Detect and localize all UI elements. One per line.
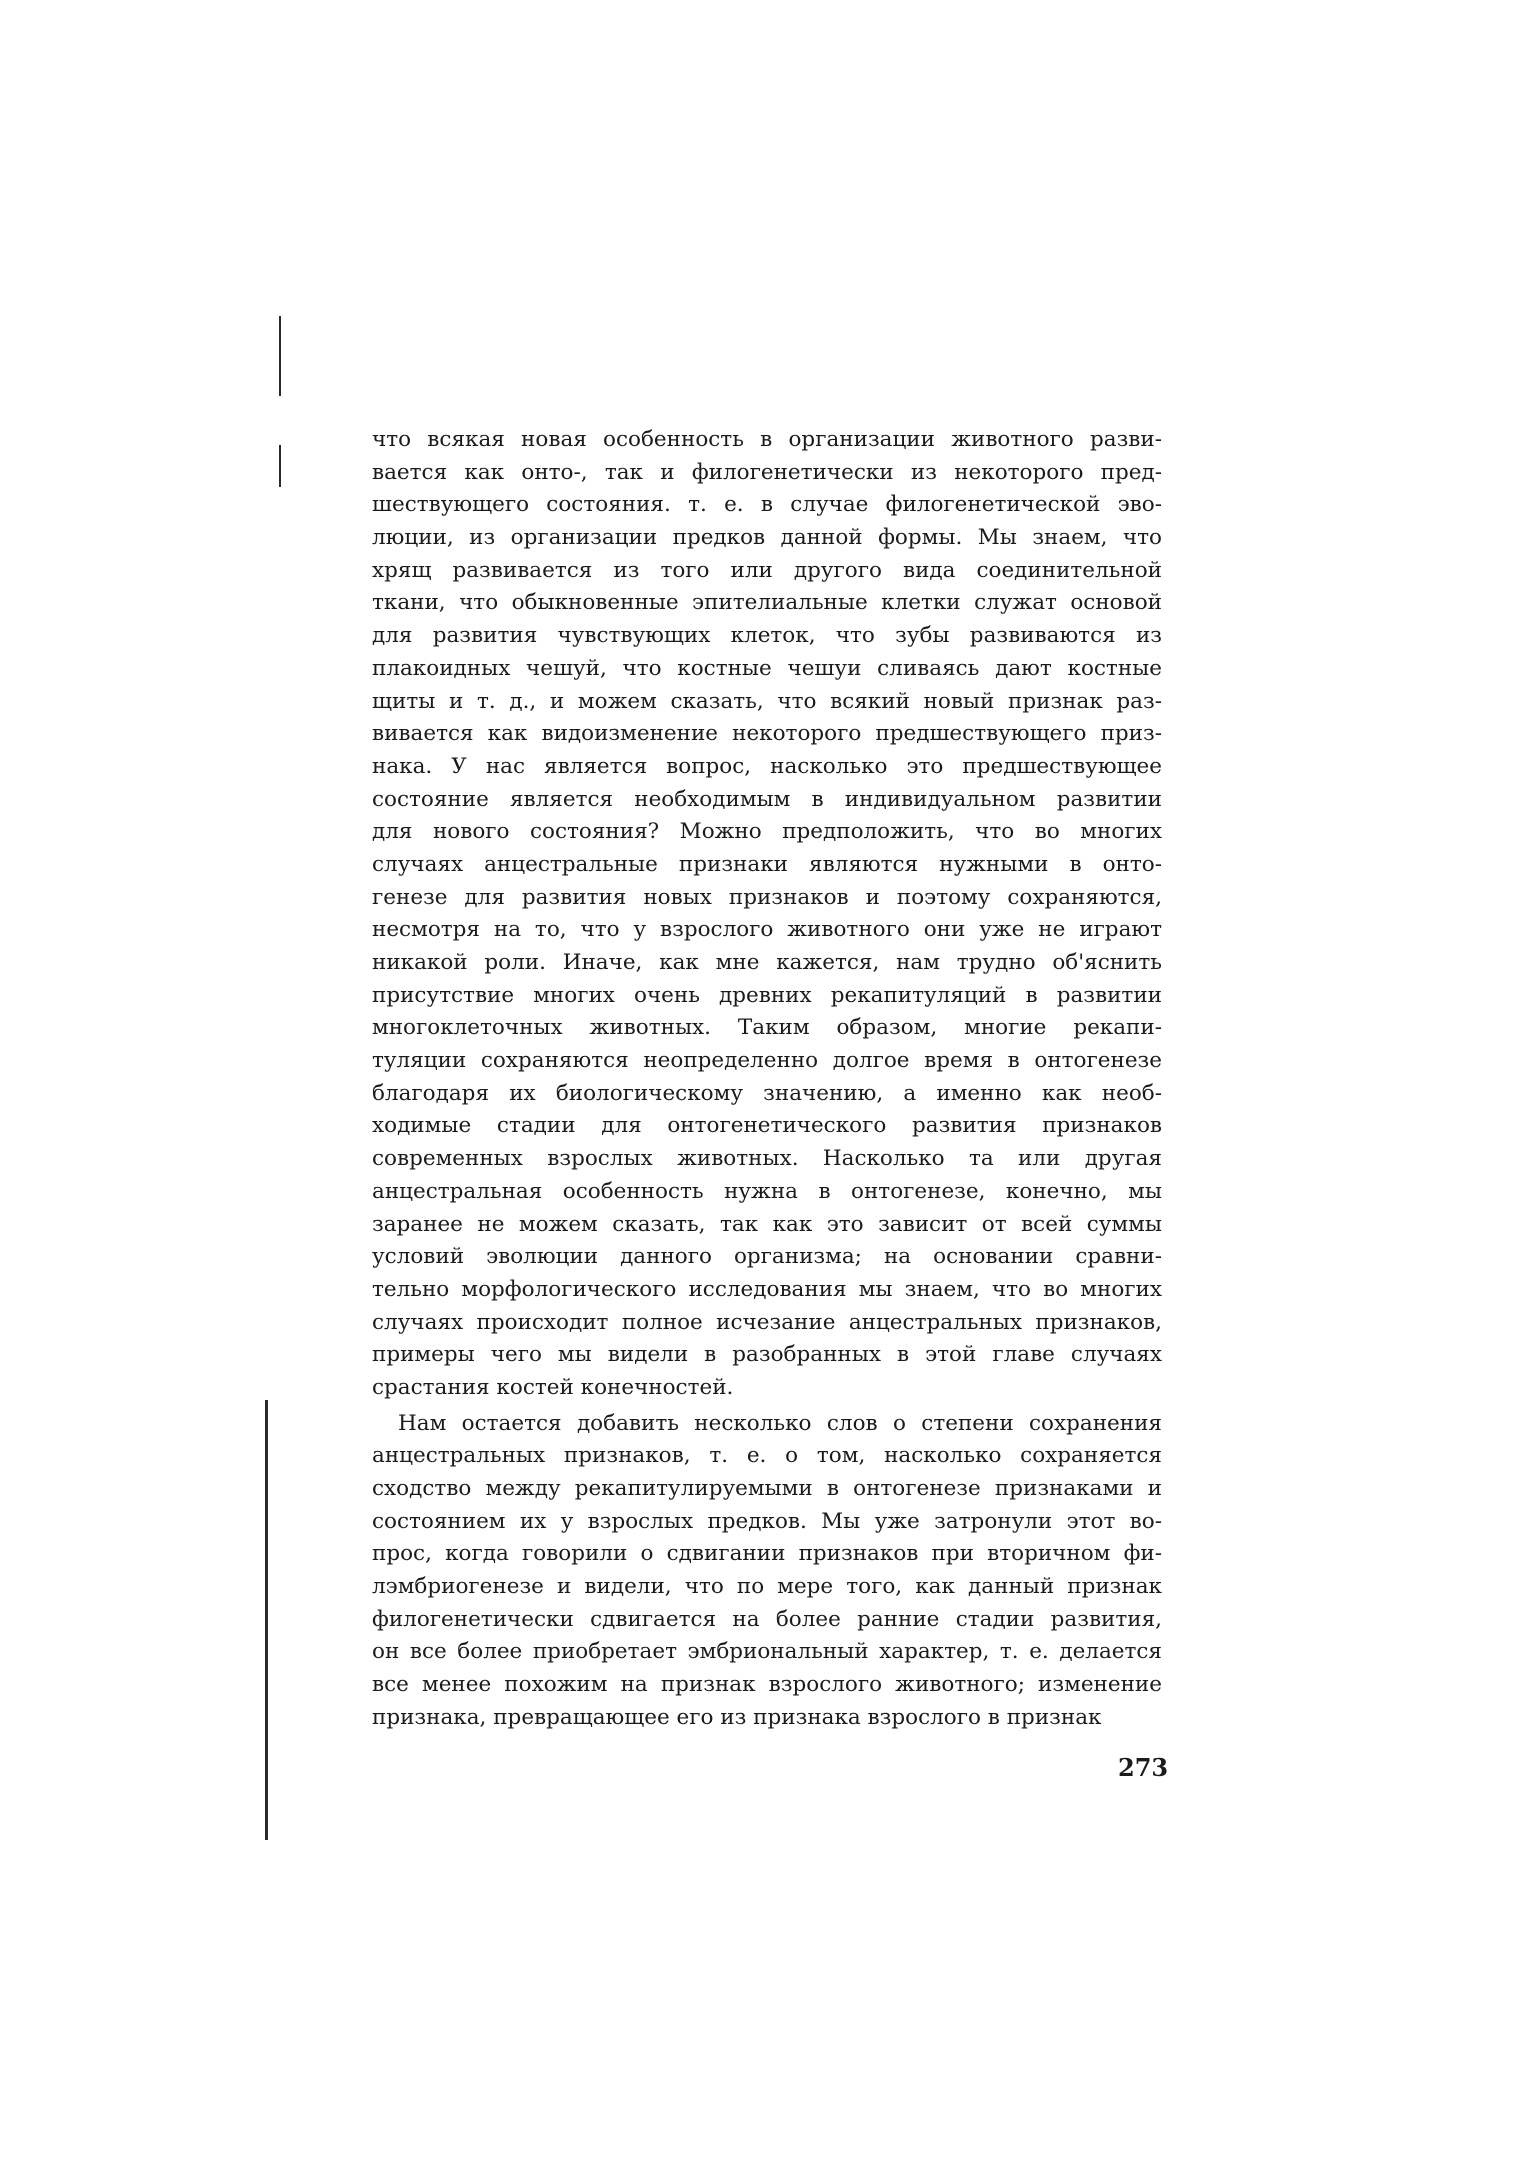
text-line: присутствие многих очень древних рекапитуляций в развитии — [372, 982, 1162, 1008]
text-line: генезе для развития новых признаков и поэтому сохраняются, — [372, 884, 1162, 910]
text-line: признака, превращающее его из признака взрослого в признак — [372, 1704, 1102, 1730]
text-line: для нового состояния? Можно предположить, что во многих — [372, 819, 1162, 845]
page-number: 273 — [1118, 1753, 1169, 1782]
text-line: ткани, что обыкновенные эпителиальные клетки служат основой — [372, 590, 1162, 616]
text-line: условий эволюции данного организма; на основании сравни- — [372, 1244, 1162, 1270]
text-line: благодаря их биологическому значению, а именно как необ- — [372, 1080, 1162, 1106]
text-line: нака. У нас является вопрос, насколько это предшествующее — [372, 753, 1162, 779]
text-line: состояние является необходимым в индивидуальном развитии — [372, 786, 1162, 812]
text-line: хрящ развивается из того или другого вида соединительной — [372, 557, 1162, 583]
text-line: все менее похожим на признак взрослого животного; изменение — [372, 1672, 1162, 1698]
text-line: лэмбриогенезе и видели, что по мере того, как данный признак — [372, 1574, 1162, 1600]
paragraph — [372, 424, 1162, 1405]
text-line: вается как онто-, так и филогенетически из некоторого пред- — [372, 459, 1162, 485]
text-line: шествующего состояния. т. е. в случае филогенетической эво- — [372, 492, 1162, 518]
text-line: туляции сохраняются неопределенно долгое время в онтогенезе — [372, 1048, 1162, 1074]
text-line: современных взрослых животных. Насколько та или другая — [372, 1146, 1162, 1172]
text-line: вивается как видоизменение некоторого предшествующего приз- — [372, 721, 1162, 747]
text-line: срастания костей конечностей. — [372, 1374, 734, 1400]
text-line: случаях происходит полное исчезание анцестральных признаков, — [372, 1309, 1162, 1335]
text-line: плакоидных чешуй, что костные чешуи сливаясь дают костные — [372, 655, 1162, 681]
text-line: состоянием их у взрослых предков. Мы уже затронули этот во- — [372, 1508, 1162, 1534]
scan-margin-mark — [279, 445, 281, 487]
text-line: анцестральная особенность нужна в онтогенезе, конечно, мы — [372, 1178, 1162, 1204]
text-line: что всякая новая особенность в организации животного разви- — [372, 427, 1162, 452]
text-line: прос, когда говорили о сдвигании признаков при вторичном фи- — [372, 1541, 1162, 1567]
text-line: случаях анцестральные признаки являются нужными в онто- — [372, 851, 1162, 877]
text-line: примеры чего мы видели в разобранных в этой главе случаях — [372, 1342, 1162, 1368]
text-line: сходство между рекапитулируемыми в онтогенезе признаками и — [372, 1476, 1162, 1501]
text-line: щиты и т. д., и можем сказать, что всякий новый признак раз- — [372, 688, 1162, 714]
text-line: несмотря на то, что у взрослого животного они уже не играют — [372, 917, 1162, 943]
text-line: анцестральных признаков, т. е. о том, насколько сохраняется — [372, 1443, 1162, 1469]
scan-margin-mark — [265, 1400, 268, 1840]
text-line: он все более приобретает эмбриональный характер, т. е. делается — [372, 1639, 1162, 1665]
text-line: ходимые стадии для онтогенетического развития признаков — [372, 1113, 1162, 1139]
scan-margin-mark — [279, 316, 281, 396]
text-line: никакой роли. Иначе, как мне кажется, нам трудно об'яснить — [372, 950, 1162, 975]
text-line: филогенетически сдвигается на более ранние стадии развития, — [372, 1606, 1162, 1632]
text-line: многоклеточных животных. Таким образом, многие рекапи- — [372, 1015, 1162, 1041]
paragraph — [372, 1408, 1162, 1735]
text-line: для развития чувствующих клеток, что зубы развиваются из — [372, 623, 1162, 649]
body-text — [372, 424, 1162, 1735]
text-line: тельно морфологического исследования мы знаем, что во многих — [372, 1276, 1162, 1302]
text-line: заранее не можем сказать, так как это зависит от всей суммы — [372, 1211, 1162, 1237]
text-line: люции, из организации предков данной формы. Мы знаем, что — [372, 525, 1162, 551]
text-line: Нам остается добавить несколько слов о степени сохранения — [398, 1410, 1162, 1436]
